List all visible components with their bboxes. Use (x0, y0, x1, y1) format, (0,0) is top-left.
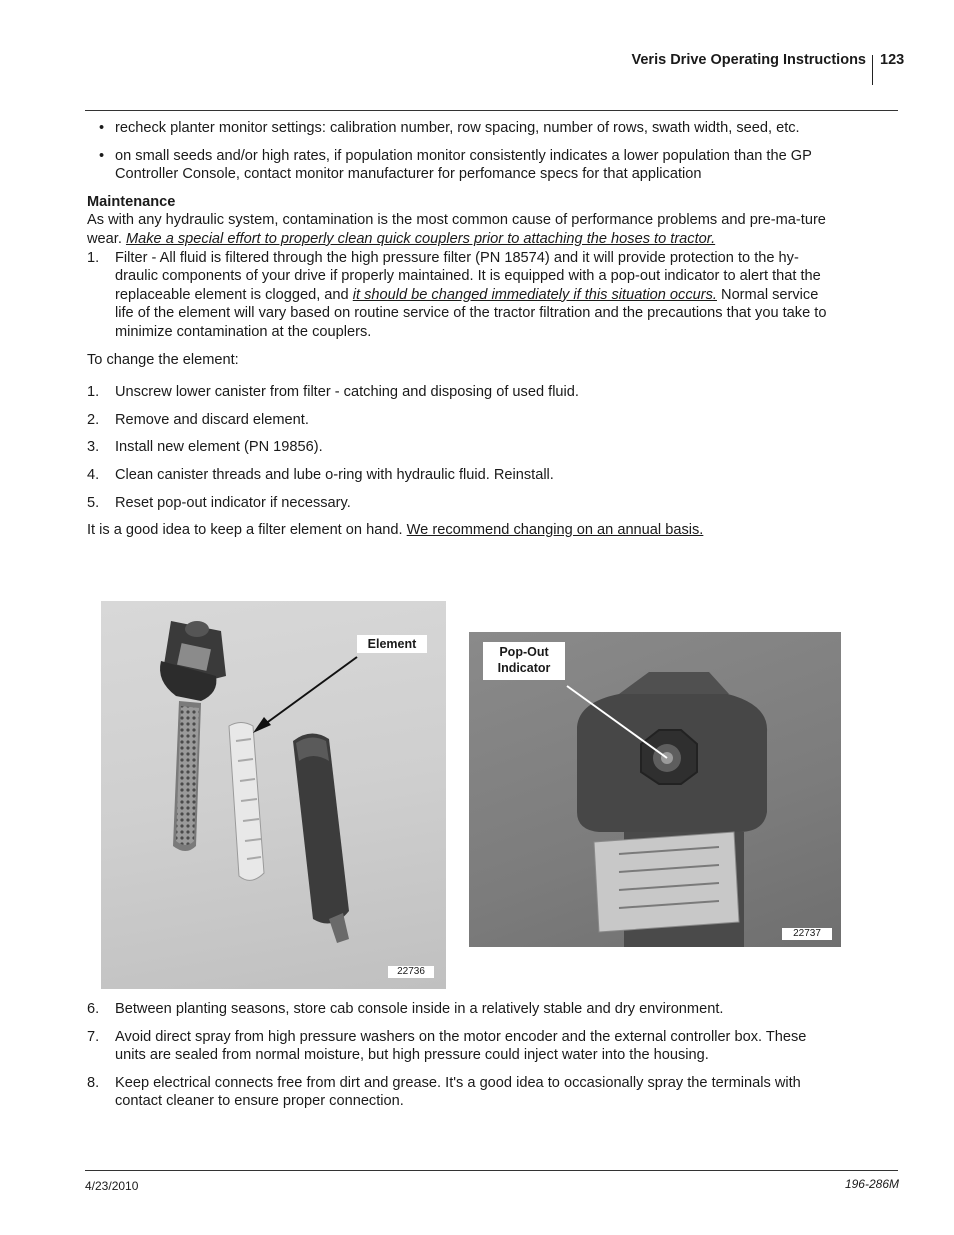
element-pointer-line (261, 657, 357, 727)
step-text: Avoid direct spray from high pressure washers on the motor encoder and the external controller box. These units are sealed from normal moisture, but high pressure could inject water into the housing. (115, 1028, 807, 1064)
filter-emphasis: it should be changed immediately if this situation occurs. (352, 286, 717, 303)
filter-text-b: Normal service life of the element will vary based on routine service of the tractor filtration and the precautions that you take to minimize contamination at the couplers. (115, 286, 827, 340)
intro-text: As with any hydraulic system, contamination is the most common cause of performance problems and pre-ma-ture wear. (87, 212, 826, 247)
figure-number-22736: 22736 (388, 966, 434, 978)
page-number: 123 (880, 52, 905, 68)
footer-date: 4/23/2010 (85, 1179, 139, 1193)
step-text: Keep electrical connects free from dirt and grease. It's a good idea to occasionally spray the terminals with contact cleaner to ensure proper connection. (115, 1074, 801, 1110)
tip-paragraph (87, 521, 837, 540)
canister-shape (293, 733, 349, 943)
step-item (87, 466, 837, 485)
change-element-intro: To change the element: (87, 351, 239, 368)
indicator-callout-line2: Indicator (497, 661, 551, 675)
pop-out-indicator-photo (469, 632, 841, 947)
filter-element-illustration (101, 601, 446, 989)
header-rule (85, 110, 898, 111)
bullet-item (87, 147, 837, 184)
step-item (87, 438, 837, 457)
figure-number-22737: 22737 (782, 928, 832, 940)
pop-out-indicator-shape (641, 730, 697, 784)
element-callout-label: Element (357, 635, 427, 653)
step-item (87, 1000, 837, 1019)
step-item (87, 1074, 837, 1111)
tip-text: It is a good idea to keep a filter element on hand. (87, 522, 403, 539)
footer-part-number: 196-286M (844, 1177, 899, 1191)
step-item (87, 383, 837, 402)
filter-element-photo (101, 601, 446, 989)
step-number: 7. (87, 1028, 100, 1045)
step-text: Between planting seasons, store cab console inside in a relatively stable and dry environment. (115, 1001, 724, 1017)
indicator-callout-line1: Pop-Out (499, 645, 549, 659)
step-text: Remove and discard element. (115, 411, 309, 428)
step-number: 3. (87, 439, 100, 456)
later-steps (87, 1000, 837, 1120)
nameplate-shape (594, 832, 739, 932)
item-number: 1. (87, 249, 100, 266)
filter-element-shape (229, 723, 264, 881)
step-number: 8. (87, 1074, 100, 1091)
intro-emphasis: Make a special effort to properly clean quick couplers prior to attaching the hoses to tractor. (125, 230, 716, 247)
filter-head-shape (160, 621, 226, 701)
element-pointer-arrowhead (253, 717, 271, 733)
step-item (87, 494, 837, 513)
footer-rule (85, 1170, 898, 1171)
filter-list-item (87, 249, 837, 342)
section-heading: Maintenance (87, 193, 176, 210)
bullet-marker: • (99, 120, 105, 136)
running-header-title: Veris Drive Operating Instructions (631, 52, 866, 68)
step-item (87, 411, 837, 430)
step-item (87, 1028, 837, 1065)
bullet-text: on small seeds and/or high rates, if population monitor consistently indicates a lower population than the GP Controller Console, contact monitor manufacturer for perfomance specs for that application (115, 147, 812, 183)
step-text: Unscrew lower canister from filter - catching and disposing of used fluid. (115, 384, 579, 401)
main-content (87, 119, 837, 540)
step-text: Install new element (PN 19856). (115, 439, 323, 456)
bullet-item (87, 119, 837, 138)
bullet-marker: • (99, 147, 105, 164)
step-text: Reset pop-out indicator if necessary. (115, 494, 351, 511)
step-text: Clean canister threads and lube o-ring with hydraulic fluid. Reinstall. (115, 466, 554, 483)
bullet-text: recheck planter monitor settings: calibration number, row spacing, number of rows, swath width, seed, etc. (115, 120, 800, 136)
mesh-screen-shape (173, 701, 201, 851)
filter-text-a: Filter - All fluid is filtered through the high pressure filter (PN 18574) and it will provide protection to the hy-draulic components of your drive if properly maintained. It is equipped with a pop-out indicator to alert that the replaceable element is clogged, and (115, 249, 821, 303)
step-number: 2. (87, 411, 100, 428)
step-number: 5. (87, 494, 100, 511)
step-number: 1. (87, 384, 100, 401)
step-number: 4. (87, 466, 100, 483)
tip-emphasis: We recommend changing on an annual basis. (406, 522, 704, 539)
indicator-callout-label (483, 642, 565, 680)
maintenance-intro (87, 211, 837, 248)
step-number: 6. (87, 1001, 100, 1017)
header-divider (872, 55, 873, 85)
